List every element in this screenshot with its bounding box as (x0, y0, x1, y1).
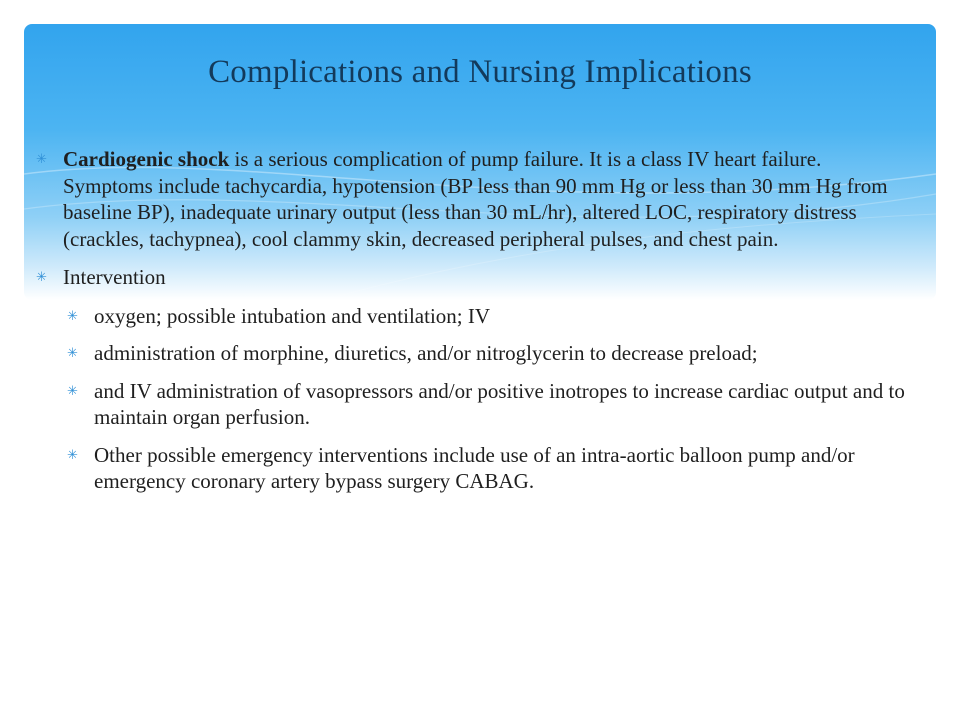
sub-bullet-medication (36, 340, 906, 367)
bullet-text: is a serious complication of pump failure. It is a class IV heart failure. Symptoms include tachycardia, hypotension (BP less than 90 mm Hg or less than 30 mm Hg from baseline BP), inadequate urinary output (less than 30 mL/hr), altered LOC, respiratory distress (crackles, tachypnea), cool clammy skin, decreased peripheral pulses, and chest pain. (63, 147, 888, 251)
asterisk-bullet-icon: ✳ (67, 446, 78, 462)
sub-bullet-text: and IV administration of vasopressors and/or positive inotropes to increase cardiac output and to maintain organ perfusion. (94, 378, 905, 429)
slide-title: Complications and Nursing Implications (208, 54, 752, 90)
slide-content (36, 146, 906, 495)
sub-bullet-text: Other possible emergency interventions include use of an intra-aortic balloon pump and/or emergency coronary artery bypass surgery CABAG. (94, 442, 855, 493)
asterisk-bullet-icon: ✳ (36, 151, 47, 166)
bullet-cardiogenic-shock (36, 146, 906, 252)
sub-bullet-vasopressors (36, 378, 906, 431)
bullet-intervention (36, 264, 906, 291)
sub-bullet-oxygen (36, 303, 906, 330)
sub-bullet-text: oxygen; possible intubation and ventilation; IV (94, 303, 491, 328)
sub-bullet-emergency-interventions (36, 442, 906, 495)
bullet-term: Cardiogenic shock (63, 147, 230, 171)
asterisk-bullet-icon: ✳ (67, 345, 78, 360)
asterisk-bullet-icon: ✳ (67, 307, 78, 323)
asterisk-bullet-icon: ✳ (67, 382, 78, 398)
asterisk-bullet-icon: ✳ (36, 269, 47, 284)
sub-bullet-text: administration of morphine, diuretics, and/or nitroglycerin to decrease preload; (94, 341, 758, 365)
bullet-text: Intervention (63, 265, 166, 289)
